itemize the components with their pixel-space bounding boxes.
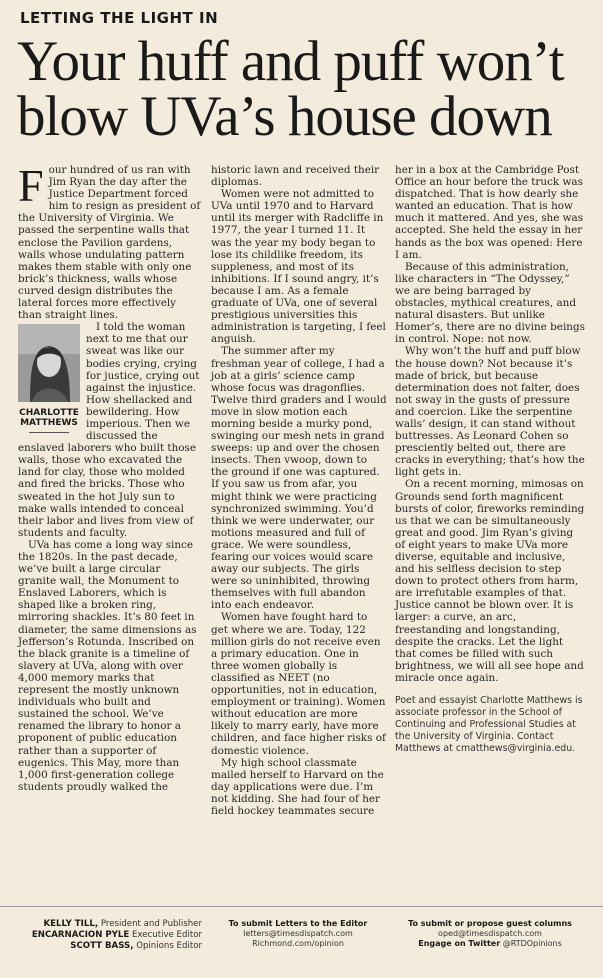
letters-url: Richmond.com/opinion (252, 939, 344, 948)
article-paragraph: The summer after my freshman year of college, I had a job at a girls’ science camp whose focus was dragonflies. Twelve third graders and I would move in slow motion each morning beside a murky pond, swinging our mesh nets in grand sweeps: up and over the chosen insects. Then vwoop, down to the ground if one was captured. If you saw us from afar, you might think we were practicing synchronized swimming. You’d think we were underwater, our motions measured and full of grace. We were soundless, fearing our voices would scare away our subjects. The girls were so uninhibited, throwing themselves with full abandon into each endeavor. (211, 345, 387, 612)
article-paragraph: My high school classmate mailed herself to Harvard on the day applications were due. I’m not kidding. She had four of her field hockey teammates secure (211, 756, 384, 817)
staff-line (18, 930, 202, 941)
byline-divider (29, 432, 69, 433)
guest-email: oped@timesdispatch.com (438, 929, 542, 938)
letters-heading: To submit Letters to the Editor (228, 919, 368, 928)
drop-cap: F (18, 160, 44, 211)
staff-masthead (18, 919, 202, 952)
article-paragraph: Because of this administration, like characters in “The Odyssey,” we are being barraged by obstacles, mythical creatures, and natural disasters. But unlike Homer’s, there are no divine beings in control. Nope: not now. (395, 260, 585, 346)
staff-name: SCOTT BASS, (70, 941, 134, 951)
article-column-3 (395, 164, 586, 755)
article-paragraph: UVa has come a long way since the 1820s. In the past decade, we’ve built a large circular granite wall, the Monument to Enslaved Laborers, which is shaped like a broken ring, mirroring shackles. It’s 80 feet in diameter, the same dimensions as Jefferson’s Rotunda. Inscribed on the black granite is a timeline of slavery at UVa, along with over 4,000 memory marks that represent the mostly unknown individuals who built and sustained the school. We’ve renamed the library to honor a proponent of public education rather than a supporter of eugenics. This May, more than 1,000 first-generation college students proudly walked the (18, 538, 197, 793)
article-column-1 (18, 160, 201, 793)
letters-email: letters@timesdispatch.com (243, 929, 353, 938)
staff-line (18, 919, 202, 930)
author-portrait-image (18, 324, 80, 402)
author-photo (18, 324, 80, 402)
author-byline (18, 408, 80, 428)
footer-divider (0, 906, 603, 907)
headline: Your huff and puff won’t blow UVa’s house down (17, 30, 564, 148)
article-paragraph: Why won’t the huff and puff blow the house down? Not because it’s made of brick, but because determination does not falter, does not sway in the gusts of pressure and coercion. Like the serpentine walls’ design, it can stand without buttresses. As Leonard Cohen so presciently belted out, there are cracks in everything; that’s how the light gets in. (395, 345, 585, 479)
staff-name: ENCARNACION PYLE (31, 930, 130, 940)
guest-columns-info (390, 919, 590, 949)
paragraph-text: our hundred of us ran with Jim Ryan the day after the Justice Department forced him to resign as president of the University of Virginia. We passed the serpentine walls that enclose the Pavilion gardens, walls whose undulating pattern makes them stable with only one brick’s thickness, walls whose curved design distributes the lateral forces more effectively than straight lines. (18, 164, 201, 322)
twitter-label: Engage on Twitter (418, 939, 501, 948)
letters-info (208, 919, 388, 949)
article-paragraph: I told the woman next to me that our sweat was like our bodies crying, crying for justice, crying out against the injustice. How shellacked and bewildering. How imperious. Then we discussed the enslaved laborers who built those walls, those who excavated the land for clay, those who molded and fired the bricks. Those who sweated in the hot July sun to make walls intended to conceal their labor and lives from view of students and faculty. (18, 321, 200, 539)
article-paragraph (18, 160, 201, 322)
article-paragraph: On a recent morning, mimosas on Grounds send forth magnificent bursts of color, fireworks reminding us that we can be simultaneously great and good. Jim Ryan’s giving of eight years to make UVa more diverse, equitable and inclusive, and his selfless decision to step down to protect others from harm, are irrefutable examples of that. Justice cannot be blown over. It is larger: a curve, an arc, freestanding and longstanding, despite the cracks. Let the light that comes be filled with such brightness, we will all see hope and miracle once again. (395, 478, 585, 684)
author-photo-block (18, 324, 80, 433)
section-kicker: LETTING THE LIGHT IN (20, 9, 219, 27)
article-paragraph: Women have fought hard to get where we are. Today, 122 million girls do not receive even a primary education. One in three women globally is classified as NEET (no opportunities, not in education, employment or training). Women without education are more likely to marry early, have more children, and face higher risks of domestic violence. (211, 611, 386, 757)
author-bio: Poet and essayist Charlotte Matthews is associate professor in the School of Continuing and Professional Studies at the University of Virginia. Contact Matthews at cmatthews@virginia.edu. (395, 695, 583, 755)
article-column-2 (211, 164, 387, 817)
article-paragraph: her in a box at the Cambridge Post Office an hour before the truck was dispatched. That is how dearly she wanted an education. That is how much it mattered. And yes, she was accepted. She held the essay in her hands as the box was opened: Here I am. (395, 164, 584, 261)
twitter-line (390, 939, 590, 949)
staff-title: Opinions Editor (136, 941, 202, 951)
author-last-name: MATTHEWS (20, 418, 78, 429)
article-paragraph: Women were not admitted to UVa until 1970 and to Harvard until its merger with Radcliffe in 1977, the year I turned 11. It was the year my body began to lose its childlike freedom, its suppleness, and most of its inhibitions. If I sound angry, it’s because I am. As a female graduate of UVa, one of several prestigious universities this administration is targeting, I feel anguish. (211, 188, 386, 346)
staff-name: KELLY TILL, (43, 919, 99, 929)
staff-title: Executive Editor (131, 930, 202, 940)
author-first-name: CHARLOTTE (19, 408, 79, 419)
twitter-handle: @RTDOpinions (502, 939, 562, 948)
staff-line (18, 941, 202, 952)
guest-heading: To submit or propose guest columns (408, 919, 572, 928)
staff-title: President and Publisher (100, 919, 202, 929)
article-paragraph: historic lawn and received their diplomas. (211, 164, 380, 189)
